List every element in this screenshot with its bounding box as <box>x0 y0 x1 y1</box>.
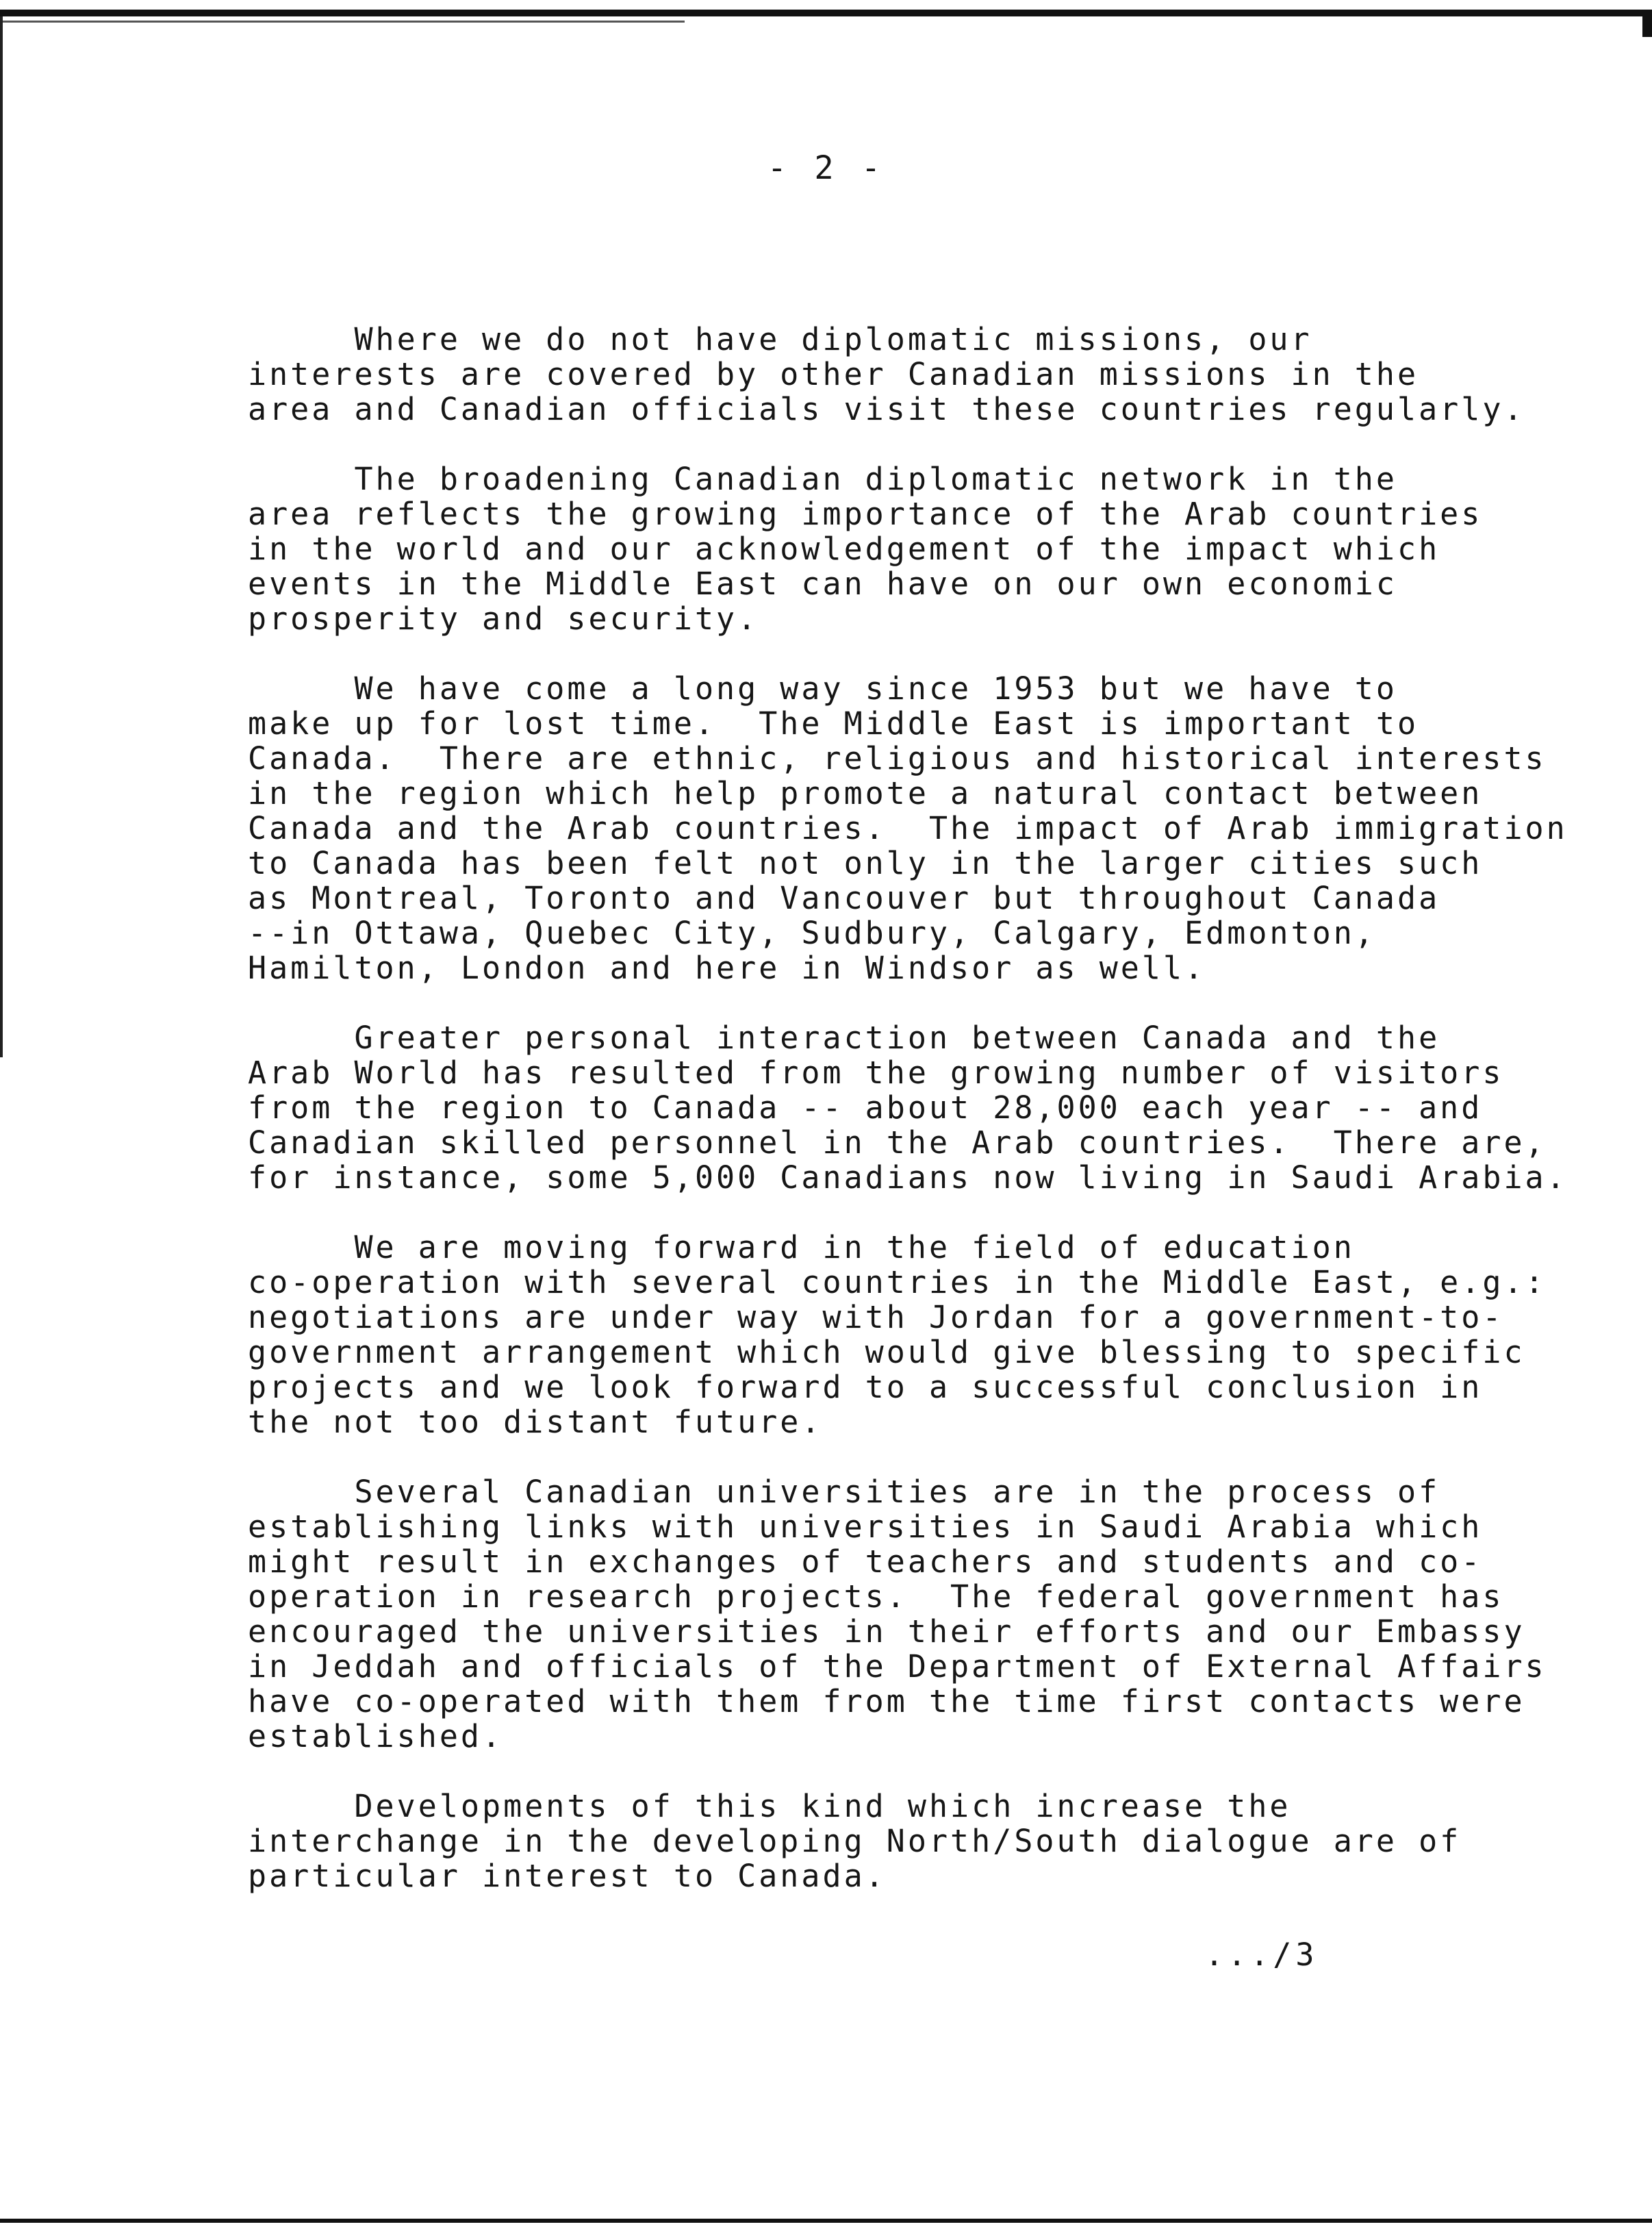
document-body <box>248 321 1568 1928</box>
text-line: events in the Middle East can have on our own economic <box>248 566 1397 602</box>
text-line: projects and we look forward to a successful conclusion in <box>248 1369 1483 1405</box>
paragraph <box>248 1789 1549 1893</box>
text-line: Where we do not have diplomatic missions, our <box>248 321 1312 357</box>
text-line: have co-operated with them from the time first contacts were <box>248 1683 1525 1719</box>
text-line: in Jeddah and officials of the Department of External Affairs <box>248 1648 1547 1685</box>
text-line: prosperity and security. <box>248 601 759 637</box>
text-line: Arab World has resulted from the growing number of visitors <box>248 1055 1504 1091</box>
text-line: for instance, some 5,000 Canadians now living in Saudi Arabia. <box>248 1159 1568 1196</box>
text-line: the not too distant future. <box>248 1404 823 1440</box>
text-line: as Montreal, Toronto and Vancouver but throughout Canada <box>248 880 1440 916</box>
text-line: area reflects the growing importance of the Arab countries <box>248 496 1483 532</box>
top-scan-border <box>0 10 1652 16</box>
paragraph <box>248 462 1549 636</box>
text-line: Canada and the Arab countries. The impact of Arab immigration <box>248 810 1568 846</box>
text-line: interests are covered by other Canadian missions in the <box>248 356 1419 392</box>
text-line: Hamilton, London and here in Windsor as well. <box>248 950 1206 986</box>
paragraph <box>248 1230 1549 1439</box>
text-line: negotiations are under way with Jordan for a government-to- <box>248 1299 1504 1335</box>
text-line: make up for lost time. The Middle East is important to <box>248 705 1419 742</box>
text-line: co-operation with several countries in the Middle East, e.g.: <box>248 1264 1547 1300</box>
paragraph <box>248 1474 1549 1754</box>
text-line: from the region to Canada -- about 28,000 each year -- and <box>248 1089 1483 1126</box>
text-line: established. <box>248 1718 504 1754</box>
text-line: to Canada has been felt not only in the larger cities such <box>248 845 1483 881</box>
text-line: Several Canadian universities are in the process of <box>248 1474 1440 1510</box>
paragraph <box>248 670 1568 986</box>
paragraph <box>248 1020 1568 1196</box>
paragraph <box>248 322 1549 427</box>
text-line: Canadian skilled personnel in the Arab countries. There are, <box>248 1124 1547 1161</box>
text-line: might result in exchanges of teachers and students and co- <box>248 1543 1483 1580</box>
text-line: encouraged the universities in their efforts and our Embassy <box>248 1613 1525 1650</box>
text-line: in the region which help promote a natural contact between <box>248 775 1483 811</box>
text-line: operation in research projects. The federal government has <box>248 1578 1504 1615</box>
text-line: We are moving forward in the field of education <box>248 1229 1355 1265</box>
text-line: interchange in the developing North/South dialogue are of <box>248 1823 1462 1859</box>
text-line: We have come a long way since 1953 but we have to <box>248 670 1397 707</box>
text-line: Canada. There are ethnic, religious and historical interests <box>248 740 1547 777</box>
text-line: particular interest to Canada. <box>248 1858 887 1894</box>
text-line: government arrangement which would give blessing to specific <box>248 1334 1525 1370</box>
text-line: Greater personal interaction between Canada and the <box>248 1020 1440 1056</box>
text-line: area and Canadian officials visit these countries regularly. <box>248 391 1525 427</box>
text-line: The broadening Canadian diplomatic network in the <box>248 461 1397 497</box>
text-line: --in Ottawa, Quebec City, Sudbury, Calgary, Edmonton, <box>248 915 1376 951</box>
bottom-scan-border <box>0 2219 1652 2223</box>
continued-marker: .../3 <box>1205 1937 1319 1973</box>
top-right-corner-mark <box>1642 10 1652 37</box>
text-line: establishing links with universities in Saudi Arabia which <box>248 1509 1483 1545</box>
top-scan-border-thin <box>0 21 685 23</box>
page-number: - 2 - <box>767 149 885 187</box>
text-line: Developments of this kind which increase the <box>248 1788 1291 1824</box>
text-line: in the world and our acknowledgement of the impact which <box>248 531 1440 567</box>
